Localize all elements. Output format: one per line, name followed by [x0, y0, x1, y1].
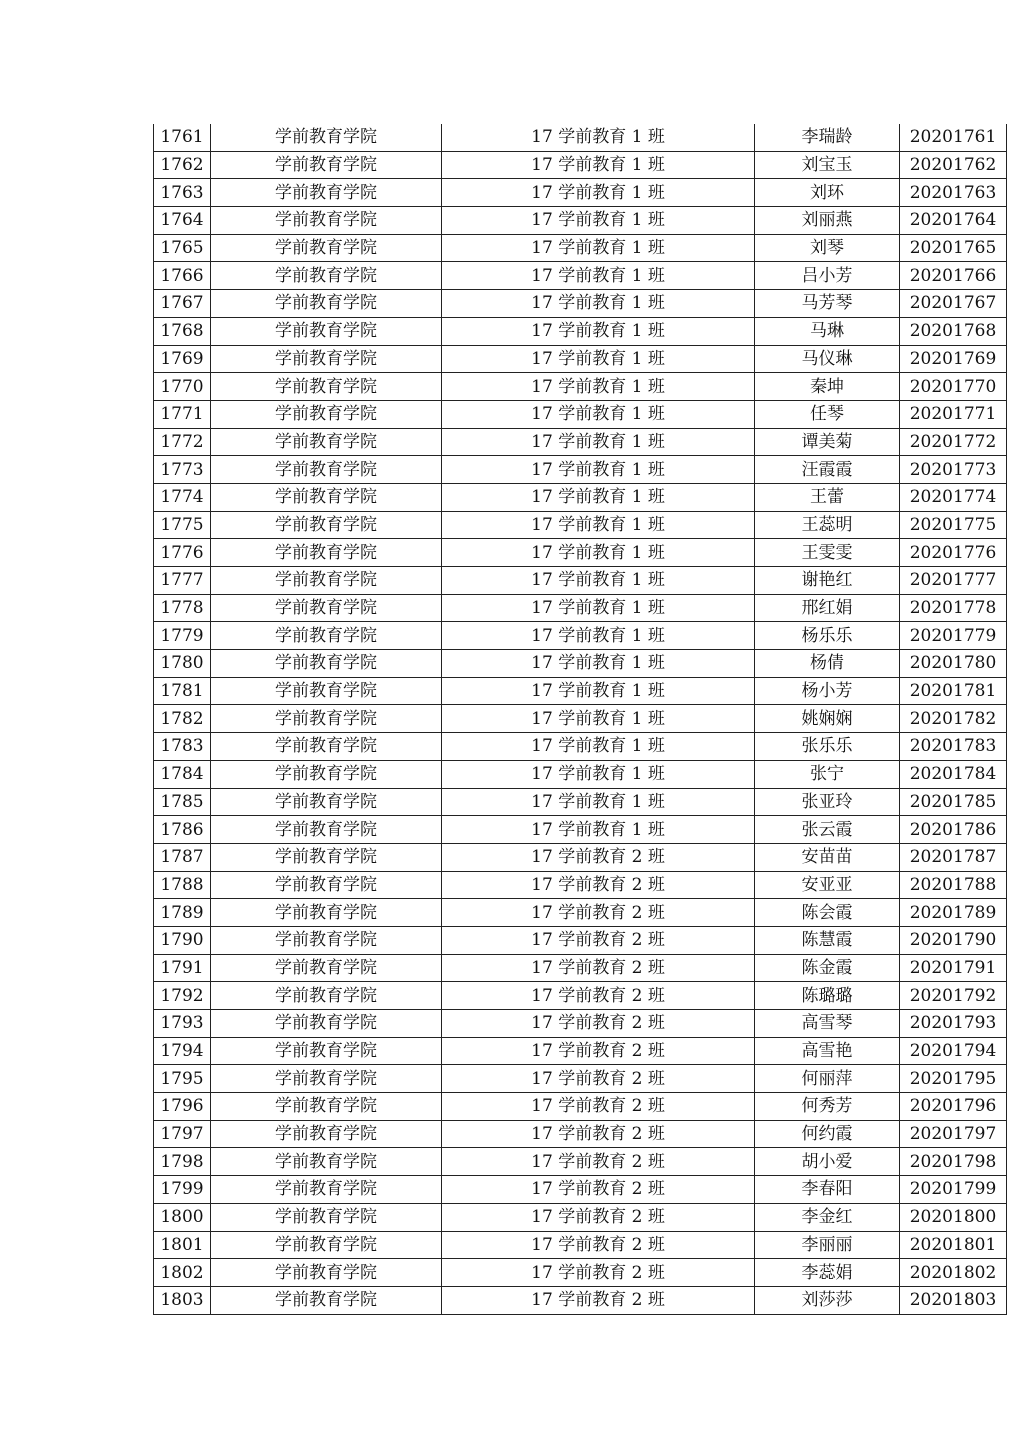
cell-class: 17 学前教育 1 班 [442, 594, 755, 622]
cell-name: 李金红 [755, 1203, 900, 1231]
cell-college: 学前教育学院 [211, 871, 442, 899]
cell-class: 17 学前教育 1 班 [442, 760, 755, 788]
cell-class: 17 学前教育 1 班 [442, 373, 755, 401]
table-row [154, 483, 1007, 511]
cell-name: 马琳 [755, 317, 900, 345]
table-row [154, 1093, 1007, 1121]
cell-name: 安苗苗 [755, 843, 900, 871]
cell-student-id: 20201799 [900, 1176, 1007, 1204]
table-row [154, 677, 1007, 705]
table-row [154, 290, 1007, 318]
cell-college: 学前教育学院 [211, 788, 442, 816]
cell-student-id: 20201765 [900, 234, 1007, 262]
cell-student-id: 20201792 [900, 982, 1007, 1010]
cell-college: 学前教育学院 [211, 1065, 442, 1093]
cell-name: 王蕊明 [755, 511, 900, 539]
cell-college: 学前教育学院 [211, 1093, 442, 1121]
cell-class: 17 学前教育 2 班 [442, 1286, 755, 1314]
cell-college: 学前教育学院 [211, 622, 442, 650]
cell-name: 高雪艳 [755, 1037, 900, 1065]
cell-index: 1792 [154, 982, 211, 1010]
cell-class: 17 学前教育 1 班 [442, 705, 755, 733]
table-row [154, 899, 1007, 927]
cell-index: 1786 [154, 816, 211, 844]
cell-college: 学前教育学院 [211, 317, 442, 345]
cell-college: 学前教育学院 [211, 705, 442, 733]
cell-college: 学前教育学院 [211, 151, 442, 179]
cell-class: 17 学前教育 1 班 [442, 483, 755, 511]
cell-student-id: 20201766 [900, 262, 1007, 290]
cell-class: 17 学前教育 1 班 [442, 539, 755, 567]
cell-name: 刘琴 [755, 234, 900, 262]
cell-name: 姚娴娴 [755, 705, 900, 733]
cell-name: 李蕊娟 [755, 1259, 900, 1287]
cell-college: 学前教育学院 [211, 428, 442, 456]
cell-student-id: 20201776 [900, 539, 1007, 567]
cell-student-id: 20201781 [900, 677, 1007, 705]
cell-college: 学前教育学院 [211, 1259, 442, 1287]
cell-student-id: 20201767 [900, 290, 1007, 318]
cell-college: 学前教育学院 [211, 262, 442, 290]
table-row [154, 816, 1007, 844]
cell-college: 学前教育学院 [211, 677, 442, 705]
cell-class: 17 学前教育 1 班 [442, 622, 755, 650]
cell-index: 1794 [154, 1037, 211, 1065]
cell-student-id: 20201787 [900, 843, 1007, 871]
cell-index: 1777 [154, 567, 211, 595]
cell-class: 17 学前教育 2 班 [442, 1259, 755, 1287]
cell-name: 张宁 [755, 760, 900, 788]
cell-class: 17 学前教育 1 班 [442, 234, 755, 262]
cell-student-id: 20201801 [900, 1231, 1007, 1259]
cell-index: 1788 [154, 871, 211, 899]
cell-name: 秦坤 [755, 373, 900, 401]
cell-class: 17 学前教育 1 班 [442, 151, 755, 179]
table-row [154, 539, 1007, 567]
cell-index: 1798 [154, 1148, 211, 1176]
table-row [154, 594, 1007, 622]
table-row [154, 650, 1007, 678]
cell-name: 何约霞 [755, 1120, 900, 1148]
cell-student-id: 20201772 [900, 428, 1007, 456]
table-row [154, 428, 1007, 456]
cell-class: 17 学前教育 1 班 [442, 124, 755, 151]
cell-class: 17 学前教育 2 班 [442, 1093, 755, 1121]
cell-college: 学前教育学院 [211, 1120, 442, 1148]
cell-class: 17 学前教育 2 班 [442, 843, 755, 871]
cell-student-id: 20201785 [900, 788, 1007, 816]
student-list-table [153, 124, 1007, 1315]
cell-index: 1791 [154, 954, 211, 982]
cell-class: 17 学前教育 2 班 [442, 926, 755, 954]
cell-college: 学前教育学院 [211, 456, 442, 484]
cell-college: 学前教育学院 [211, 954, 442, 982]
cell-college: 学前教育学院 [211, 650, 442, 678]
cell-class: 17 学前教育 1 班 [442, 428, 755, 456]
cell-student-id: 20201798 [900, 1148, 1007, 1176]
table-row [154, 234, 1007, 262]
cell-student-id: 20201786 [900, 816, 1007, 844]
cell-index: 1767 [154, 290, 211, 318]
cell-index: 1772 [154, 428, 211, 456]
cell-college: 学前教育学院 [211, 843, 442, 871]
cell-name: 胡小爱 [755, 1148, 900, 1176]
cell-index: 1764 [154, 207, 211, 235]
cell-college: 学前教育学院 [211, 124, 442, 151]
cell-name: 汪霞霞 [755, 456, 900, 484]
cell-index: 1773 [154, 456, 211, 484]
cell-class: 17 学前教育 2 班 [442, 1203, 755, 1231]
cell-name: 刘丽燕 [755, 207, 900, 235]
cell-college: 学前教育学院 [211, 760, 442, 788]
cell-index: 1761 [154, 124, 211, 151]
table-row [154, 511, 1007, 539]
cell-student-id: 20201769 [900, 345, 1007, 373]
cell-name: 陈慧霞 [755, 926, 900, 954]
cell-student-id: 20201797 [900, 1120, 1007, 1148]
cell-college: 学前教育学院 [211, 1203, 442, 1231]
cell-index: 1790 [154, 926, 211, 954]
cell-index: 1784 [154, 760, 211, 788]
cell-college: 学前教育学院 [211, 400, 442, 428]
table-row [154, 982, 1007, 1010]
cell-index: 1775 [154, 511, 211, 539]
cell-index: 1785 [154, 788, 211, 816]
cell-college: 学前教育学院 [211, 926, 442, 954]
cell-college: 学前教育学院 [211, 982, 442, 1010]
table-row [154, 317, 1007, 345]
cell-name: 杨小芳 [755, 677, 900, 705]
cell-name: 李瑞龄 [755, 124, 900, 151]
cell-class: 17 学前教育 1 班 [442, 400, 755, 428]
cell-class: 17 学前教育 1 班 [442, 567, 755, 595]
cell-student-id: 20201795 [900, 1065, 1007, 1093]
cell-name: 何丽萍 [755, 1065, 900, 1093]
table-row [154, 760, 1007, 788]
cell-college: 学前教育学院 [211, 234, 442, 262]
cell-name: 刘莎莎 [755, 1286, 900, 1314]
cell-student-id: 20201763 [900, 179, 1007, 207]
cell-student-id: 20201777 [900, 567, 1007, 595]
table-row [154, 1037, 1007, 1065]
table-row [154, 1010, 1007, 1038]
cell-class: 17 学前教育 2 班 [442, 982, 755, 1010]
cell-name: 邢红娟 [755, 594, 900, 622]
cell-index: 1796 [154, 1093, 211, 1121]
cell-student-id: 20201794 [900, 1037, 1007, 1065]
cell-index: 1770 [154, 373, 211, 401]
cell-class: 17 学前教育 1 班 [442, 317, 755, 345]
cell-student-id: 20201789 [900, 899, 1007, 927]
cell-class: 17 学前教育 1 班 [442, 677, 755, 705]
cell-name: 马仪琳 [755, 345, 900, 373]
cell-class: 17 学前教育 1 班 [442, 290, 755, 318]
table-row [154, 1231, 1007, 1259]
cell-index: 1783 [154, 733, 211, 761]
cell-student-id: 20201768 [900, 317, 1007, 345]
cell-name: 刘宝玉 [755, 151, 900, 179]
cell-index: 1779 [154, 622, 211, 650]
cell-name: 王雯雯 [755, 539, 900, 567]
cell-name: 杨倩 [755, 650, 900, 678]
cell-college: 学前教育学院 [211, 290, 442, 318]
cell-college: 学前教育学院 [211, 179, 442, 207]
cell-college: 学前教育学院 [211, 1148, 442, 1176]
cell-index: 1782 [154, 705, 211, 733]
table-row [154, 179, 1007, 207]
table-row [154, 1203, 1007, 1231]
cell-student-id: 20201784 [900, 760, 1007, 788]
cell-college: 学前教育学院 [211, 567, 442, 595]
cell-college: 学前教育学院 [211, 1037, 442, 1065]
cell-name: 何秀芳 [755, 1093, 900, 1121]
cell-student-id: 20201802 [900, 1259, 1007, 1287]
cell-class: 17 学前教育 2 班 [442, 1037, 755, 1065]
table-body [154, 124, 1007, 1314]
table-row [154, 1259, 1007, 1287]
cell-college: 学前教育学院 [211, 1231, 442, 1259]
table-row [154, 373, 1007, 401]
cell-index: 1799 [154, 1176, 211, 1204]
table-row [154, 345, 1007, 373]
cell-class: 17 学前教育 2 班 [442, 1120, 755, 1148]
cell-college: 学前教育学院 [211, 816, 442, 844]
cell-student-id: 20201790 [900, 926, 1007, 954]
table-row [154, 1286, 1007, 1314]
cell-name: 陈会霞 [755, 899, 900, 927]
cell-class: 17 学前教育 1 班 [442, 207, 755, 235]
table-row [154, 843, 1007, 871]
cell-college: 学前教育学院 [211, 539, 442, 567]
cell-class: 17 学前教育 1 班 [442, 179, 755, 207]
cell-name: 杨乐乐 [755, 622, 900, 650]
table-row [154, 151, 1007, 179]
cell-college: 学前教育学院 [211, 1176, 442, 1204]
cell-class: 17 学前教育 1 班 [442, 788, 755, 816]
table-row [154, 871, 1007, 899]
cell-index: 1774 [154, 483, 211, 511]
cell-student-id: 20201796 [900, 1093, 1007, 1121]
table-row [154, 124, 1007, 151]
cell-student-id: 20201779 [900, 622, 1007, 650]
cell-index: 1801 [154, 1231, 211, 1259]
table-row [154, 1120, 1007, 1148]
cell-index: 1763 [154, 179, 211, 207]
cell-class: 17 学前教育 1 班 [442, 262, 755, 290]
cell-college: 学前教育学院 [211, 373, 442, 401]
cell-student-id: 20201770 [900, 373, 1007, 401]
cell-student-id: 20201775 [900, 511, 1007, 539]
cell-college: 学前教育学院 [211, 1010, 442, 1038]
cell-class: 17 学前教育 2 班 [442, 1231, 755, 1259]
cell-name: 任琴 [755, 400, 900, 428]
cell-student-id: 20201761 [900, 124, 1007, 151]
cell-student-id: 20201783 [900, 733, 1007, 761]
cell-college: 学前教育学院 [211, 733, 442, 761]
cell-college: 学前教育学院 [211, 594, 442, 622]
cell-name: 王蕾 [755, 483, 900, 511]
cell-class: 17 学前教育 2 班 [442, 1065, 755, 1093]
table-row [154, 622, 1007, 650]
cell-student-id: 20201773 [900, 456, 1007, 484]
cell-class: 17 学前教育 2 班 [442, 954, 755, 982]
table-row [154, 705, 1007, 733]
cell-class: 17 学前教育 2 班 [442, 871, 755, 899]
table-row [154, 567, 1007, 595]
cell-name: 李丽丽 [755, 1231, 900, 1259]
cell-student-id: 20201800 [900, 1203, 1007, 1231]
table-row [154, 400, 1007, 428]
cell-index: 1793 [154, 1010, 211, 1038]
cell-class: 17 学前教育 2 班 [442, 1148, 755, 1176]
cell-student-id: 20201788 [900, 871, 1007, 899]
cell-class: 17 学前教育 2 班 [442, 1010, 755, 1038]
cell-class: 17 学前教育 1 班 [442, 650, 755, 678]
table-row [154, 207, 1007, 235]
table-row [154, 733, 1007, 761]
cell-index: 1789 [154, 899, 211, 927]
cell-class: 17 学前教育 1 班 [442, 345, 755, 373]
cell-class: 17 学前教育 2 班 [442, 1176, 755, 1204]
cell-index: 1803 [154, 1286, 211, 1314]
cell-index: 1771 [154, 400, 211, 428]
cell-college: 学前教育学院 [211, 511, 442, 539]
cell-index: 1781 [154, 677, 211, 705]
cell-college: 学前教育学院 [211, 345, 442, 373]
table-row [154, 926, 1007, 954]
table-row [154, 1176, 1007, 1204]
cell-name: 陈璐璐 [755, 982, 900, 1010]
cell-student-id: 20201803 [900, 1286, 1007, 1314]
table-row [154, 788, 1007, 816]
cell-name: 安亚亚 [755, 871, 900, 899]
cell-name: 陈金霞 [755, 954, 900, 982]
cell-index: 1776 [154, 539, 211, 567]
cell-name: 谢艳红 [755, 567, 900, 595]
cell-index: 1778 [154, 594, 211, 622]
cell-name: 张乐乐 [755, 733, 900, 761]
cell-name: 谭美菊 [755, 428, 900, 456]
cell-college: 学前教育学院 [211, 899, 442, 927]
cell-student-id: 20201793 [900, 1010, 1007, 1038]
cell-index: 1768 [154, 317, 211, 345]
cell-index: 1802 [154, 1259, 211, 1287]
cell-student-id: 20201774 [900, 483, 1007, 511]
cell-student-id: 20201780 [900, 650, 1007, 678]
cell-class: 17 学前教育 1 班 [442, 816, 755, 844]
cell-index: 1765 [154, 234, 211, 262]
cell-name: 张亚玲 [755, 788, 900, 816]
cell-student-id: 20201791 [900, 954, 1007, 982]
cell-name: 张云霞 [755, 816, 900, 844]
cell-index: 1762 [154, 151, 211, 179]
cell-student-id: 20201764 [900, 207, 1007, 235]
cell-class: 17 学前教育 1 班 [442, 733, 755, 761]
cell-student-id: 20201771 [900, 400, 1007, 428]
cell-student-id: 20201782 [900, 705, 1007, 733]
cell-index: 1800 [154, 1203, 211, 1231]
table-row [154, 456, 1007, 484]
cell-college: 学前教育学院 [211, 483, 442, 511]
cell-index: 1787 [154, 843, 211, 871]
cell-index: 1797 [154, 1120, 211, 1148]
table-row [154, 1065, 1007, 1093]
cell-college: 学前教育学院 [211, 207, 442, 235]
cell-index: 1780 [154, 650, 211, 678]
table-row [154, 1148, 1007, 1176]
cell-index: 1766 [154, 262, 211, 290]
cell-college: 学前教育学院 [211, 1286, 442, 1314]
cell-name: 吕小芳 [755, 262, 900, 290]
cell-student-id: 20201762 [900, 151, 1007, 179]
cell-class: 17 学前教育 2 班 [442, 899, 755, 927]
cell-class: 17 学前教育 1 班 [442, 511, 755, 539]
cell-index: 1795 [154, 1065, 211, 1093]
cell-class: 17 学前教育 1 班 [442, 456, 755, 484]
cell-name: 刘环 [755, 179, 900, 207]
cell-name: 高雪琴 [755, 1010, 900, 1038]
cell-student-id: 20201778 [900, 594, 1007, 622]
cell-name: 马芳琴 [755, 290, 900, 318]
cell-index: 1769 [154, 345, 211, 373]
table-row [154, 954, 1007, 982]
cell-name: 李春阳 [755, 1176, 900, 1204]
table-row [154, 262, 1007, 290]
